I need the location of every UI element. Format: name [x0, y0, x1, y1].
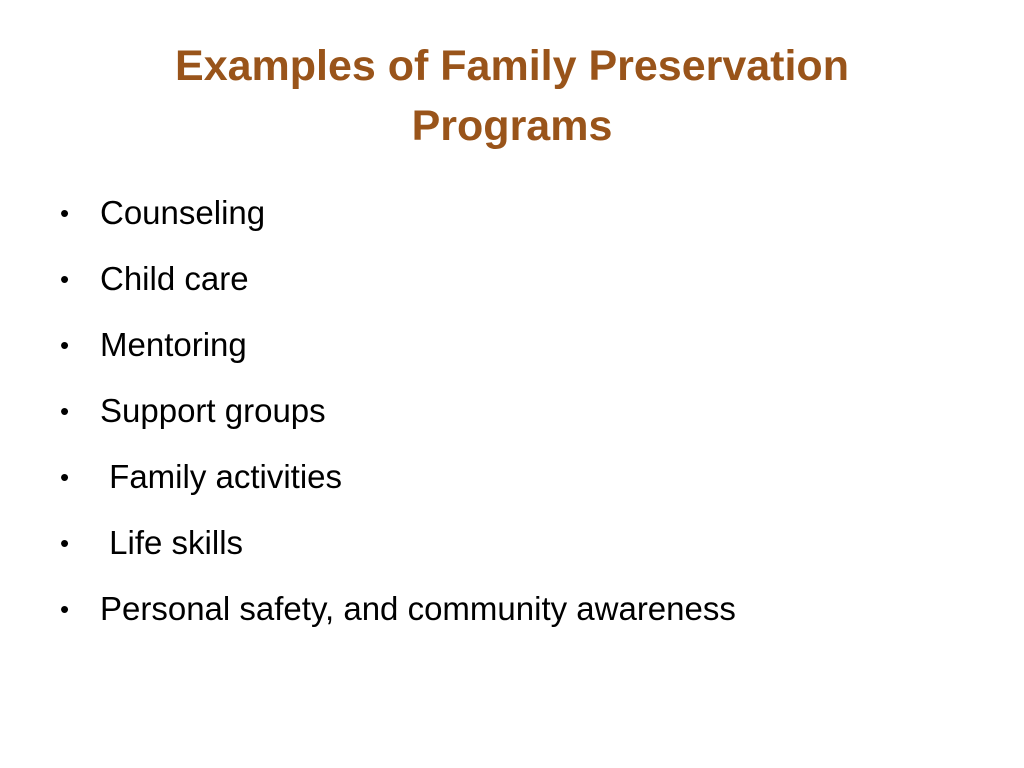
bullet-text: Personal safety, and community awareness [100, 590, 736, 627]
bullet-icon: • [60, 330, 70, 360]
bullet-icon: • [60, 528, 70, 558]
bullet-text: Support groups [100, 392, 326, 429]
bullet-item [60, 254, 1000, 320]
bullet-item [60, 452, 1000, 518]
bullet-text: Child care [100, 260, 249, 297]
slide-title-line-1: Examples of Family Preservation [175, 42, 849, 90]
bullet-text: Counseling [100, 194, 266, 231]
bullet-item [60, 320, 1000, 386]
bullet-item [60, 584, 1000, 650]
bullet-text: Mentoring [100, 326, 247, 363]
bullet-icon: • [60, 396, 70, 426]
slide-title [0, 36, 1024, 156]
bullet-list [60, 188, 1000, 650]
bullet-icon: • [60, 594, 70, 624]
bullet-icon: • [60, 198, 70, 228]
bullet-text: Family activities [100, 458, 343, 495]
bullet-icon: • [60, 264, 70, 294]
bullet-item [60, 518, 1000, 584]
bullet-item [60, 188, 1000, 254]
slide-title-line-2: Programs [411, 102, 613, 150]
bullet-icon: • [60, 462, 70, 492]
bullet-text: Life skills [100, 524, 244, 561]
bullet-item [60, 386, 1000, 452]
